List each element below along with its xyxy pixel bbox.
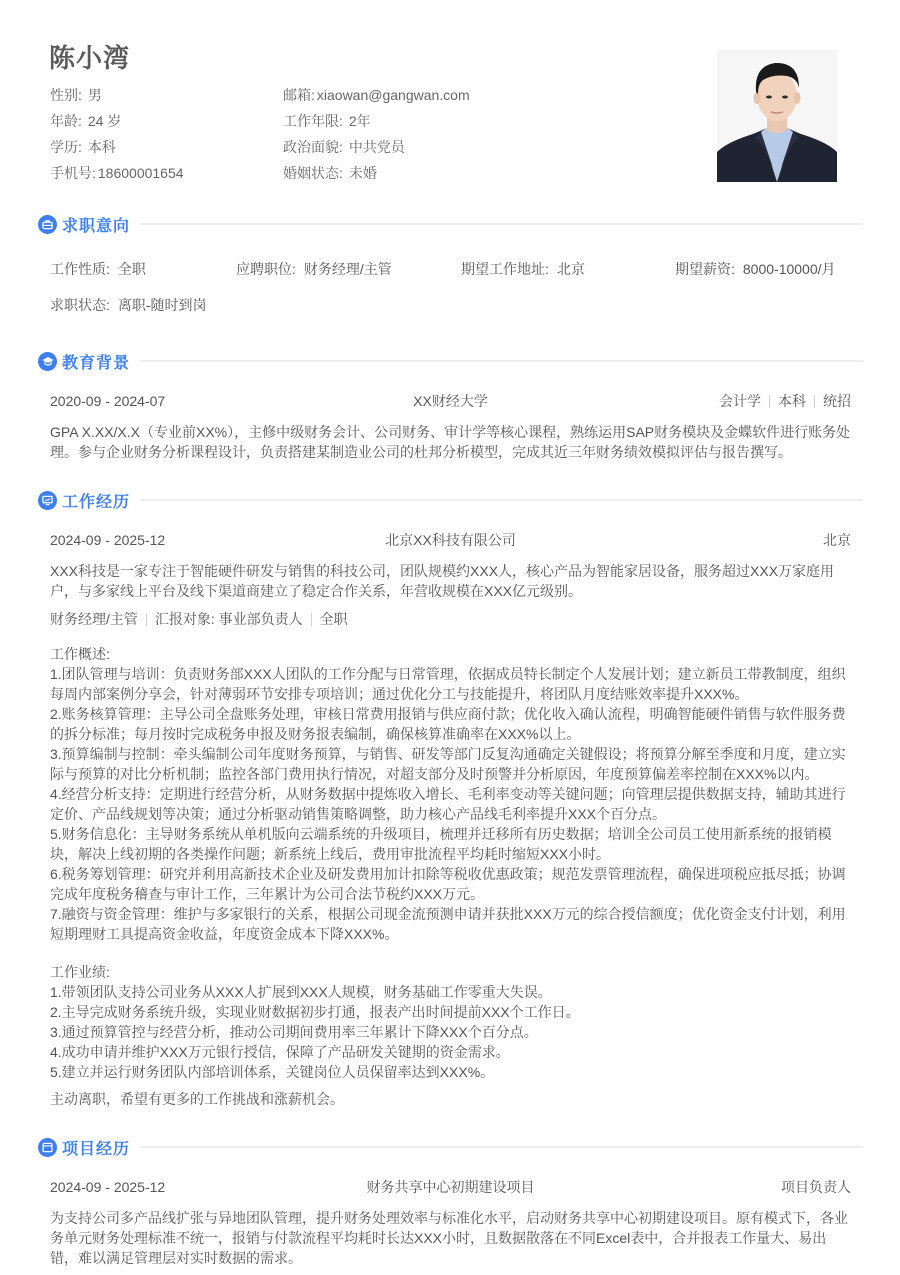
info-row — [50, 84, 650, 110]
personal-info — [50, 84, 650, 188]
window-icon — [38, 1138, 57, 1157]
profile-photo — [717, 50, 837, 182]
education-entry-header — [50, 390, 851, 412]
leave-reason: 主动离职，希望有更多的工作挑战和涨薪机会。 — [50, 1091, 344, 1107]
info-row — [50, 110, 650, 136]
phone-label: 手机号: — [50, 165, 96, 181]
separator — [146, 613, 147, 626]
section-header-project — [38, 1135, 863, 1159]
work-entry-header — [50, 529, 851, 551]
work-years-label: 工作年限: — [283, 113, 343, 129]
project-description: 为支持公司多产品线扩张与异地团队管理，提升财务处理效率与标准化水平，启动财务共享中心初期建设项目。原有模式下，各业务单元财务处理标准不统一，报销与付款流程平均耗时长达XXX小时，且数据散落在不同Excel表中，合并报表工作量大、易出错，难以满足管理层对实时数据的需求。 — [50, 1210, 848, 1266]
overview-title: 工作概述: — [50, 646, 110, 662]
education-tags — [719, 390, 851, 412]
overview-item: 3.预算编制与控制：牵头编制公司年度财务预算，与销售、研发等部门反复沟通确定关键假设；将预算分解至季度和月度，建立实际与预算的对比分析机制；监控各部门费用执行情况，对超支部分及时预警并分析原因，年度预算偏差率控制在XXX%以内。 — [50, 746, 846, 782]
section-header-work — [38, 488, 863, 512]
job-type: 全职 — [319, 611, 348, 627]
degree: 本科 — [778, 393, 806, 409]
overview-item: 2.账务核算管理：主导公司全盘账务处理，审核日常费用报销与供应商付款；优化收入确认流程，明确智能硬件销售与软件服务费的拆分标准；每月按时完成税务申报及财务报表编制，确保核算准确率在XXX%以上。 — [50, 706, 846, 742]
intent-location: 期望工作地址: 北京 — [461, 261, 585, 277]
education-period: 2020-09 - 2024-07 — [50, 393, 166, 409]
major: 会计学 — [719, 393, 761, 409]
age-value: 24 岁 — [87, 113, 122, 129]
project-role: 项目负责人 — [781, 1179, 851, 1195]
candidate-name: 陈小湾 — [49, 43, 131, 73]
political-status-value: 中共党员 — [348, 139, 405, 155]
separator — [311, 613, 312, 626]
section-title: 求职意向 — [62, 217, 131, 235]
intent-salary: 期望薪资: 8000-10000/月 — [675, 261, 836, 277]
intent-status: 求职状态: 离职-随时到岗 — [50, 297, 207, 313]
project-name: 财务共享中心初期建设项目 — [366, 1179, 535, 1195]
section-title: 工作经历 — [62, 493, 131, 511]
overview-item: 7.融资与资金管理：维护与多家银行的关系，根据公司现金流预测申请并获批XXX万元的综合授信额度；优化资金支付计划，利用短期理财工具提高资金收益，年度资金成本下降XXX%。 — [50, 906, 846, 942]
marital-status-value: 未婚 — [348, 165, 377, 181]
job-title: 财务经理/主管 — [50, 611, 138, 627]
work-period: 2024-09 - 2025-12 — [50, 532, 166, 548]
project-entry-header — [50, 1176, 851, 1198]
section-title: 教育背景 — [62, 354, 131, 372]
gender-value: 男 — [87, 87, 102, 103]
section-divider — [140, 360, 863, 362]
intent-position: 应聘职位: 财务经理/主管 — [236, 261, 392, 277]
work-tags — [50, 608, 851, 630]
section-header-intent — [38, 212, 863, 236]
section-divider — [140, 499, 863, 501]
gender-label: 性别: — [50, 87, 82, 103]
overview-item: 5.财务信息化：主导财务系统从单机版向云端系统的升级项目，梳理并迁移所有历史数据；培训全公司员工使用新系统的报销模块，解决上线初期的各类操作问题；新系统上线后，费用审批流程平均耗时缩短XXX小时。 — [50, 826, 832, 862]
overview-item: 6.税务筹划管理：研究并利用高新技术企业及研发费用加计扣除等税收优惠政策；规范发票管理流程，确保进项税应抵尽抵；协调完成年度税务稽查与审计工作，三年累计为公司合法节税约XXX万元。 — [50, 866, 846, 902]
work-achievements — [50, 962, 851, 1082]
work-city: 北京 — [823, 532, 851, 548]
separator — [814, 395, 815, 408]
education-description: GPA X.XX/X.X（专业前XX%），主修中级财务会计、公司财务、审计学等核心课程，熟练运用SAP财务模块及金蝶软件进行账务处理。参与企业财务分析课程设计，负责搭建某制造业公司的杜邦分析模型，完成其近三年财务绩效模拟评估与报告撰写。 — [50, 424, 851, 460]
company-description: XXX科技是一家专注于智能硬件研发与销售的科技公司，团队规模约XXX人，核心产品为智能家居设备，服务超过XXX万家庭用户，与多家线上平台及线下渠道商建立了稳定合作关系，年营收规模在XXX亿元级别。 — [50, 563, 835, 599]
briefcase-icon — [38, 215, 57, 234]
email-value: xiaowan@gangwan.com — [316, 87, 470, 103]
achievement-item: 4.成功申请并维护XXX万元银行授信，保障了产品研发关键期的资金需求。 — [50, 1044, 510, 1060]
info-row — [50, 162, 650, 188]
age-label: 年龄: — [50, 113, 82, 129]
section-title: 项目经历 — [62, 1140, 131, 1158]
section-header-education — [38, 349, 863, 373]
marital-status-label: 婚姻状态: — [283, 165, 343, 181]
monitor-icon — [38, 491, 57, 510]
company-name: 北京XX科技有限公司 — [385, 532, 516, 548]
achievement-item: 3.通过预算管控与经营分析，推动公司期间费用率三年累计下降XXX个百分点。 — [50, 1024, 538, 1040]
portrait-image — [717, 50, 837, 182]
work-overview — [50, 644, 851, 944]
info-row — [50, 136, 650, 162]
work-years-value: 2年 — [348, 113, 371, 129]
section-divider — [140, 223, 863, 225]
graduation-cap-icon — [38, 352, 57, 371]
email-label: 邮箱: — [283, 87, 315, 103]
achievements-title: 工作业绩: — [50, 964, 110, 980]
achievement-item: 2.主导完成财务系统升级，实现业财数据初步打通，报表产出时间提前XXX个工作日。 — [50, 1004, 580, 1020]
separator — [769, 395, 770, 408]
intent-work-type: 工作性质: 全职 — [50, 261, 146, 277]
education-label: 学历: — [50, 139, 82, 155]
enrollment-type: 统招 — [823, 393, 851, 409]
overview-item: 4.经营分析支持：定期进行经营分析，从财务数据中提炼收入增长、毛利率变动等关键问题；向管理层提供数据支持，辅助其进行定价、产品线规划等决策；通过分析驱动销售策略调整，助力核心产品线毛利率提升XXX个百分点。 — [50, 786, 846, 822]
school-name: XX财经大学 — [413, 393, 488, 409]
education-value: 本科 — [87, 139, 116, 155]
political-status-label: 政治面貌: — [283, 139, 343, 155]
report-to: 汇报对象: 事业部负责人 — [154, 611, 303, 627]
phone-value: 18600001654 — [97, 165, 184, 181]
overview-item: 1.团队管理与培训：负责财务部XXX人团队的工作分配与日常管理，依据成员特长制定个人发展计划；建立新员工带教制度，组织每周内部案例分享会，针对薄弱环节安排专项培训；通过优化分工与技能提升，将团队月度结账效率提升XXX%。 — [50, 666, 846, 702]
section-divider — [140, 1146, 863, 1148]
achievement-item: 1.带领团队支持公司业务从XXX人扩展到XXX人规模，财务基础工作零重大失误。 — [50, 984, 552, 1000]
achievement-item: 5.建立并运行财务团队内部培训体系，关键岗位人员保留率达到XXX%。 — [50, 1064, 495, 1080]
project-period: 2024-09 - 2025-12 — [50, 1179, 166, 1195]
